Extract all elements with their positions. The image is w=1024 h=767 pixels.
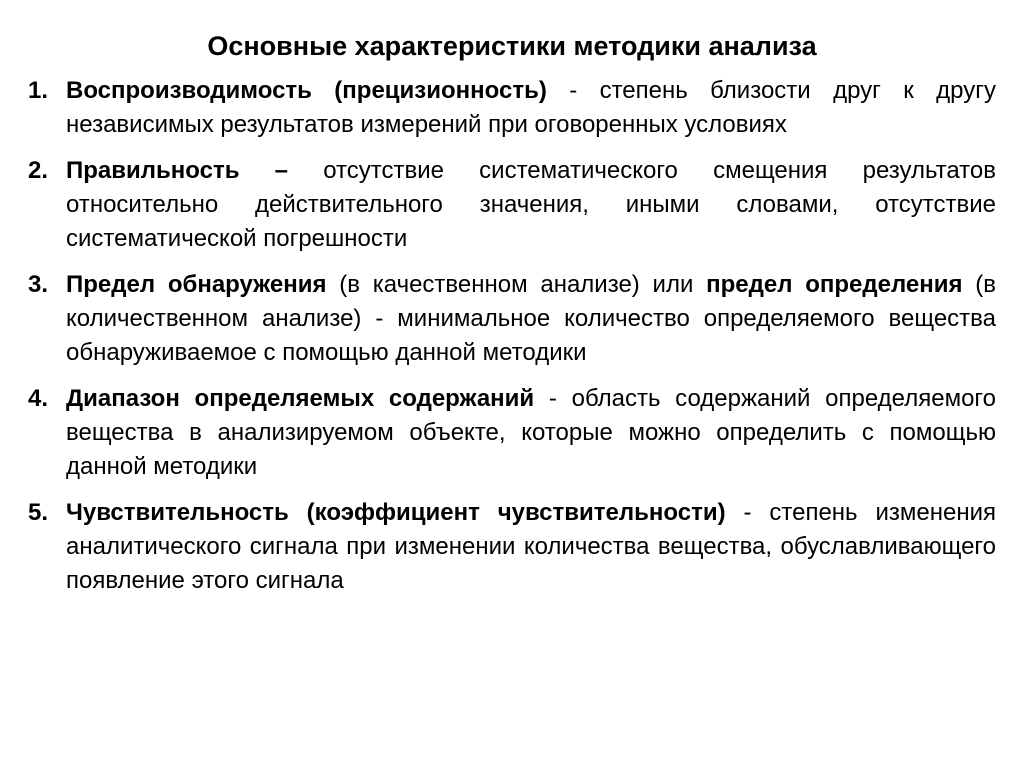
list-item: [28, 496, 996, 598]
item-definition: отсутствие систематического смещения результатов относительно действительного значения, иными словами, отсутствие систематической погрешности: [66, 157, 996, 252]
item-definition: - степень близости друг к другу независимых результатов измерений при оговоренных условиях: [66, 77, 996, 138]
characteristics-list: [28, 74, 996, 598]
item-number: 1.: [28, 77, 49, 104]
item-number: 5.: [28, 499, 49, 526]
item-number: 3.: [28, 271, 49, 298]
list-item: [28, 382, 996, 484]
page-title: Основные характеристики методики анализа: [207, 31, 817, 61]
item-term-secondary: предел определения: [706, 271, 963, 298]
list-item: [28, 154, 996, 256]
list-item: [28, 74, 996, 142]
item-term: Правильность –: [66, 157, 289, 184]
item-number: 2.: [28, 157, 49, 184]
item-definition: - область содержаний определяемого вещества в анализируемом объекте, которые можно определить с помощью данной методики: [66, 385, 997, 480]
item-term: Воспроизводимость (прецизионность): [66, 77, 547, 104]
item-term: Предел обнаружения: [66, 271, 327, 298]
item-term: Чувствительность (коэффициент чувствительности): [66, 499, 726, 526]
item-middle-text: (в качественном анализе) или: [326, 271, 707, 298]
item-number: 4.: [28, 385, 49, 412]
item-term: Диапазон определяемых содержаний: [66, 385, 535, 412]
item-definition: (в количественном анализе) - минимальное количество определяемого вещества обнаруживаемое с помощью данной методики: [66, 271, 996, 366]
list-item: [28, 268, 996, 370]
item-definition: - степень изменения аналитического сигнала при изменении количества вещества, обуславливающего появление этого сигнала: [66, 499, 996, 594]
